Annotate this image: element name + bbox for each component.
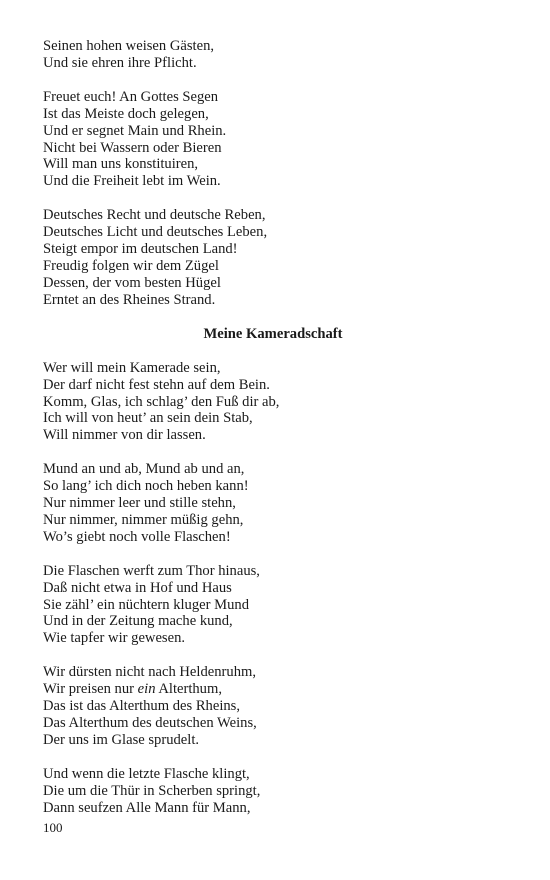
verse-line: Nicht bei Wassern oder Bieren <box>43 139 222 156</box>
verse-line: Wo’s giebt noch volle Flaschen! <box>43 528 231 545</box>
verse-line: Wie tapfer wir gewesen. <box>43 630 186 647</box>
poem-title: Meine Kameradschaft <box>203 325 343 342</box>
verse-line: Die Flaschen werft zum Thor hinaus, <box>43 562 260 579</box>
verse-line: Steigt empor im deutschen Land! <box>43 241 238 258</box>
verse-line: Erntet an des Rheines Strand. <box>43 291 216 308</box>
verse-line: Ich will von heut’ an sein dein Stab, <box>43 410 253 427</box>
verse-line: Freuet euch! An Gottes Segen <box>43 88 219 105</box>
page-number: 100 <box>43 820 63 835</box>
page-content <box>43 38 503 834</box>
verse-line: Und sie ehren ihre Pflicht. <box>43 54 197 71</box>
verse-line: Will man uns konstituiren, <box>43 156 199 173</box>
verse-line: Komm, Glas, ich schlag’ den Fuß dir ab, <box>43 393 280 410</box>
verse-line: Dessen, der vom besten Hügel <box>43 274 221 291</box>
verse-line: Die um die Thür in Scherben springt, <box>43 782 261 799</box>
verse-line: Wir dürsten nicht nach Heldenruhm, <box>43 664 256 681</box>
verse-line: Deutsches Recht und deutsche Reben, <box>43 207 266 224</box>
verse-line: Das Alterthum des deutschen Weins, <box>43 715 257 731</box>
verse-line-start: Wir preisen nur <box>43 681 134 698</box>
verse-line: Mund an und ab, Mund ab und an, <box>43 461 245 478</box>
verse-line: Ist das Meiste doch gelegen, <box>43 105 209 122</box>
verse-line: Sie zähl’ ein nüchtern kluger Mund <box>43 596 250 613</box>
verse-line: Freudig folgen wir dem Zügel <box>43 257 219 274</box>
verse-line: Nur nimmer leer und stille stehn, <box>43 495 236 512</box>
verse-line: Dann seufzen Alle Mann für Mann, <box>43 799 251 816</box>
verse-line: Und er segnet Main und Rhein. <box>43 122 227 139</box>
stanza <box>43 360 503 445</box>
verse-line: Seinen hohen weisen Gästen, <box>43 38 215 54</box>
stanza <box>43 664 503 749</box>
stanza <box>43 207 503 308</box>
verse-line: Der darf nicht fest stehn auf dem Bein. <box>43 376 270 393</box>
verse-line: Will nimmer von dir lassen. <box>43 427 206 444</box>
verse-line: Der uns im Glase sprudelt. <box>43 731 200 748</box>
verse-line: Daß nicht etwa in Hof und Haus <box>43 579 232 596</box>
verse-line: So lang’ ich dich noch heben kann! <box>43 478 249 495</box>
stanza <box>43 461 503 546</box>
emphasized-word: ein <box>137 681 156 698</box>
verse-line: Deutsches Licht und deutsches Leben, <box>43 224 268 241</box>
stanza <box>43 766 503 817</box>
verse-line <box>43 681 503 698</box>
verse-line: Und wenn die letzte Flasche klingt, <box>43 765 250 782</box>
verse-line: Wer will mein Kamerade sein, <box>43 359 221 376</box>
verse-line-end: Alterthum, <box>158 681 222 698</box>
verse-line: Und die Freiheit lebt im Wein. <box>43 173 221 190</box>
stanza <box>43 38 503 72</box>
verse-line: Das ist das Alterthum des Rheins, <box>43 698 241 715</box>
stanza <box>43 89 503 190</box>
verse-line: Nur nimmer, nimmer müßig gehn, <box>43 511 244 528</box>
verse-line: Und in der Zeitung mache kund, <box>43 613 233 630</box>
stanza <box>43 563 503 648</box>
